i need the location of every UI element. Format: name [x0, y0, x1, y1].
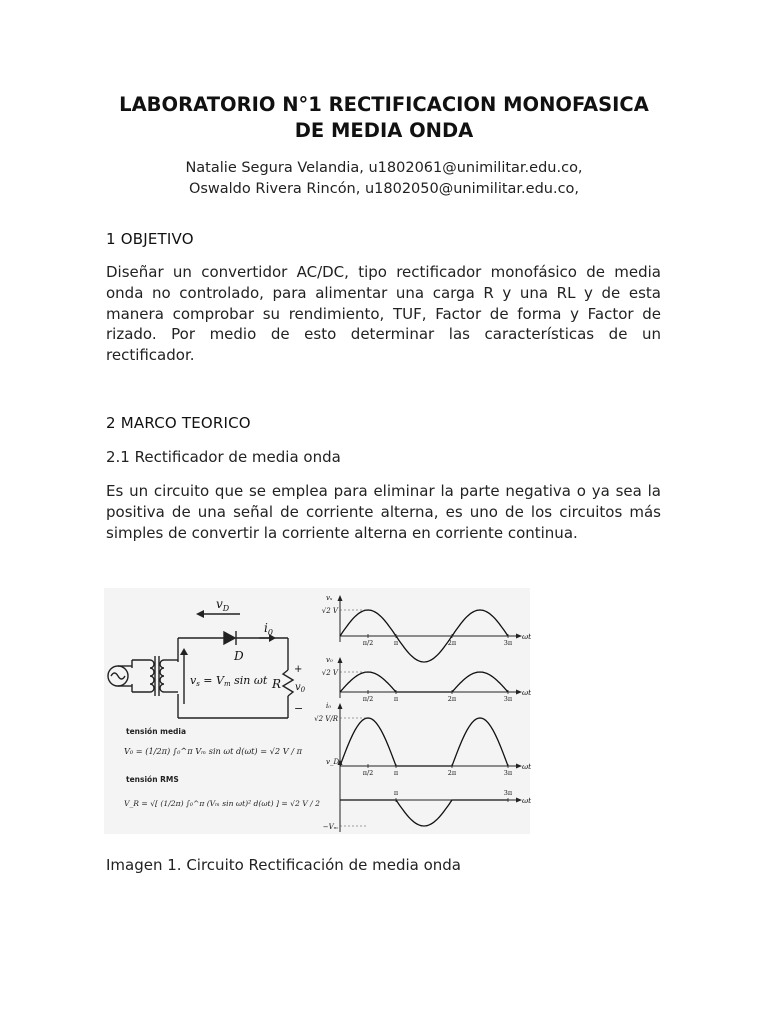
panel-2-tick-label-pi: π — [393, 695, 399, 703]
section-2-body: Es un circuito que se emplea para eliminar la parte negativa o ya sea la positiva de una señal de corriente alterna, es uno de los circuitos más simples de convertir la corriente alterna en corriente continua. — [106, 482, 661, 542]
author-2: Oswaldo Rivera Rincón, u1802050@unimilitar.edu.co, — [188, 181, 580, 197]
panel-4-level-label: −Vₘ — [322, 823, 338, 831]
panel-1-tick-label-pi: π — [393, 639, 399, 647]
panel-4-y-label: v_D — [326, 758, 340, 766]
panel-3-level-label: √2 V/R — [314, 715, 338, 723]
authors-block — [60, 158, 708, 200]
section-1-body: Diseñar un convertidor AC/DC, tipo rectificador monofásico de media onda no controlado, para alimentar una carga R y una RL y de esta manera comprobar su rendimiento, TUF, Factor de forma y Factor de rizado. Por medio de esto determinar las características de un rectificador. — [106, 263, 661, 365]
panel-4-tick-label-pi: π — [393, 789, 399, 797]
panel-2-axis-label-wt: ωt — [522, 688, 532, 697]
author-1: Natalie Segura Velandia, u1802061@unimilitar.edu.co, — [185, 160, 583, 176]
panel-2-tick-label-twopi: 2π — [447, 695, 457, 703]
panel-1-level-label: √2 V — [321, 607, 338, 615]
panel-3-tick-label-pi2: π/2 — [362, 769, 374, 777]
vo-label: $v_0$ — [295, 682, 306, 694]
panel-3-tick-label-twopi: 2π — [447, 769, 457, 777]
figure-background — [104, 588, 530, 834]
section-2-heading: 2 MARCO TEORICO — [106, 414, 251, 432]
panel-3-tick-label-threepi: 3π — [503, 769, 513, 777]
plus-sign: + — [294, 664, 303, 675]
panel-2-level-label: √2 V — [321, 669, 338, 677]
panel-3-axis-label-wt: ωt — [522, 762, 532, 771]
resistor-label: R — [272, 677, 282, 691]
source-equation: vs = Vm sin ωt — [190, 674, 268, 688]
subsection-2-1-heading: 2.1 Rectificador de media onda — [106, 448, 341, 466]
section-1-heading: 1 OBJETIVO — [106, 230, 194, 248]
panel-3-tick-label-pi: π — [393, 769, 399, 777]
document-title — [60, 92, 708, 144]
panel-1-axis-label-wt: ωt — [522, 632, 532, 641]
panel-4-tick-label-threepi: 3π — [503, 789, 513, 797]
panel-1-tick-label-twopi: 2π — [447, 639, 457, 647]
panel-2-tick-label-threepi: 3π — [503, 695, 513, 703]
panel-1-tick-label-pi2: π/2 — [362, 639, 374, 647]
panel-1-y-label: vₛ — [326, 594, 333, 602]
title-line-1: LABORATORIO N°1 RECTIFICACION MONOFASICA — [119, 93, 649, 116]
rectifier-figure-svg — [104, 588, 530, 834]
figure-caption: Imagen 1. Circuito Rectificación de media onda — [106, 856, 461, 874]
panel-2-tick-label-pi2: π/2 — [362, 695, 374, 703]
panel-3-y-label: i₀ — [326, 702, 332, 710]
io-label: $i_0$ — [264, 621, 273, 637]
diode-label: D — [234, 649, 244, 663]
minus-sign: − — [294, 702, 304, 715]
rms-voltage-formula: V_R = √[ (1/2π) ∫₀^π (Vₘ sin ωt)² d(ωt) ] = √2 V / 2 — [124, 799, 320, 808]
panel-2-y-label: v₀ — [326, 656, 333, 664]
mean-voltage-label: tensión media — [126, 727, 187, 736]
mean-voltage-formula: V₀ = (1/2π) ∫₀^π Vₘ sin ωt d(ωt) = √2 V / π — [124, 746, 302, 756]
panel-4-axis-label-wt: ωt — [522, 796, 532, 805]
vd-label: $v_D$ — [216, 597, 230, 613]
title-line-2: DE MEDIA ONDA — [294, 119, 474, 142]
rectifier-figure — [104, 588, 530, 834]
rms-voltage-label: tensión RMS — [126, 775, 179, 784]
panel-1-tick-label-threepi: 3π — [503, 639, 513, 647]
